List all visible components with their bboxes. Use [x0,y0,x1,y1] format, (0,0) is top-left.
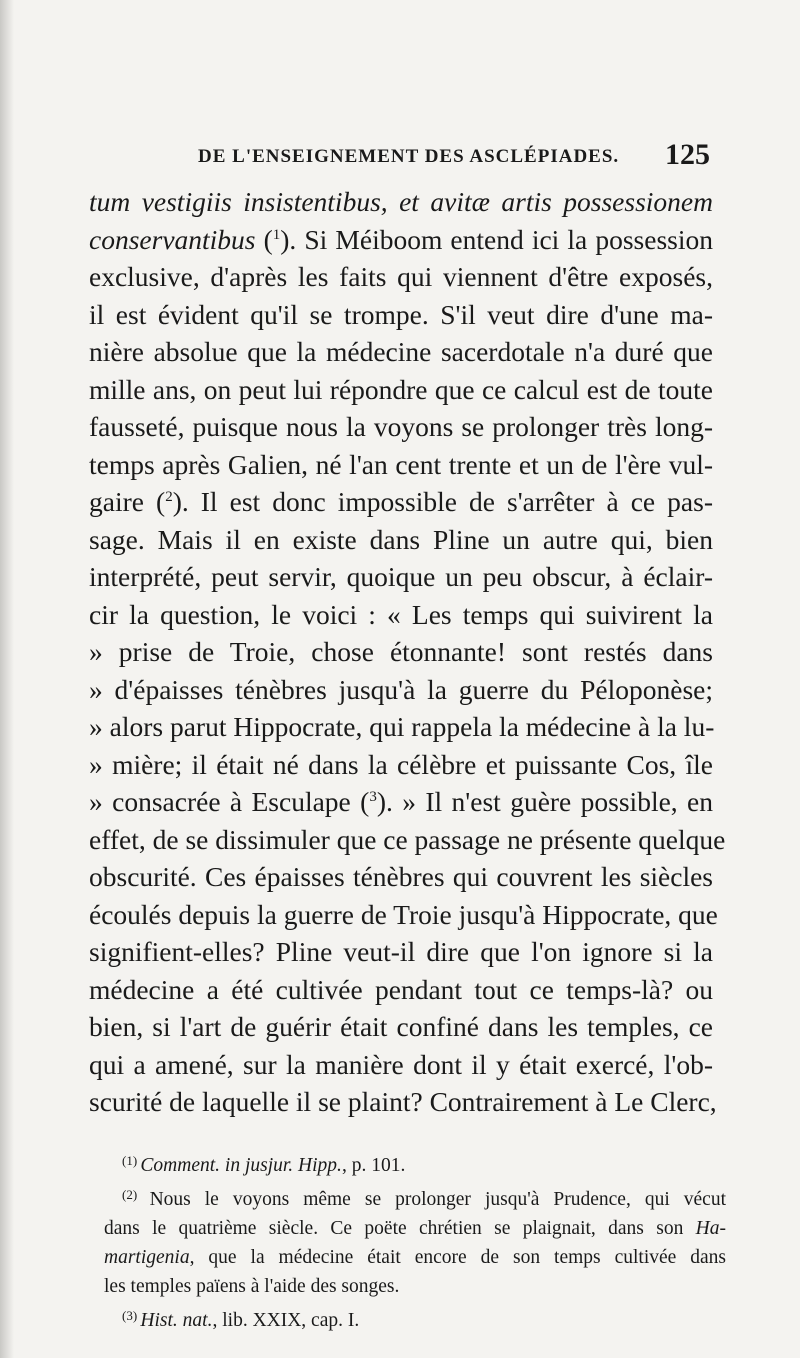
italic-text: conservantibus [89,223,256,255]
text-run: ). Il est donc impossible de s'arrêter à ce pas- [172,486,713,517]
text-run: temps après Galien, né l'an cent trente et un de l'ère vul- [89,448,713,480]
text-run: » alors parut Hippocrate, qui rappela la médecine à la lu- [89,711,715,742]
text-line [89,221,713,259]
text-run: » d'épaisses ténèbres jusqu'à la guerre du Péloponèse; [89,673,713,705]
text-run: » consacrée à Esculape ( [89,786,370,817]
footnote-ref: 3 [369,788,377,805]
footnote-line [104,1301,726,1335]
text-line [89,558,713,596]
text-line [89,971,713,1009]
text-line [89,333,713,371]
text-line [89,858,713,896]
text-run: les temples païens à l'aide des songes. [104,1276,400,1297]
text-line [89,258,713,296]
text-run: écoulés depuis la guerre de Troie jusqu'à Hippocrate, que [89,898,718,930]
text-line [89,933,713,971]
text-run: cir la question, le voici : « Les temps qui suivirent la [89,598,713,630]
text-line [89,1046,713,1084]
body-text [89,183,726,1121]
italic-text: tum vestigiis insistentibus, et avitæ artis possessionem [89,186,713,217]
footnote-number: (1) [122,1153,141,1168]
running-head-title: DE L'ENSEIGNEMENT DES ASCLÉPIADES. [198,146,620,167]
text-run: effet, de se dissimuler que ce passage ne présente quelque [89,823,726,855]
italic-text: Hist. nat. [140,1310,213,1331]
footnote-line [104,1243,726,1272]
italic-text: Comment. in jusjur. Hipp. [140,1155,342,1176]
text-run: sage. Mais il en existe dans Pline un autre qui, bien [89,523,713,555]
text-run: , p. 101. [341,1155,406,1176]
text-run: exclusive, d'après les faits qui viennent d'être exposés, [89,261,713,292]
text-run: ( [255,223,273,255]
text-line [89,783,713,821]
text-line [89,821,726,859]
footnote-line [104,1180,726,1214]
italic-text: martigenia [104,1247,190,1268]
text-run: scurité de laquelle il se plaint? Contrairement à Le Clerc, [89,1086,717,1117]
text-line [89,896,718,934]
text-line [89,1083,717,1121]
text-line [89,708,713,746]
running-header [198,138,710,178]
text-line [89,483,713,521]
text-run: , que la médecine était encore de son temps cultivée dans [189,1247,726,1268]
text-run: qui a amené, sur la manière dont il y était exercé, l'ob- [89,1048,713,1080]
text-line [89,746,713,784]
footnote-ref: 2 [165,488,173,505]
text-run: signifient-elles? Pline veut-il dire que l'on ignore si la [89,936,713,967]
text-line [89,596,713,634]
text-run: obscurité. Ces épaisses ténèbres qui couvrent les siècles [89,861,713,892]
footnote-ref: 1 [272,226,281,243]
text-line [89,183,713,221]
text-run: interprété, peut servir, quoique un peu obscur, à éclair- [89,561,713,592]
text-line [89,671,713,709]
text-run: » mière; il était né dans la célèbre et puissante Cos, île [89,748,713,780]
text-run: dans le quatrième siècle. Ce poëte chrétien se plaignait, dans son [104,1218,696,1239]
text-run: fausseté, puisque nous la voyons se prolonger très long- [89,411,713,442]
text-run: ). Si Méiboom entend ici la possession [280,223,713,255]
text-run: nière absolue que la médecine sacerdotale n'a duré que [89,336,713,367]
text-line [89,446,713,484]
text-run: Nous le voyons même se prolonger jusqu'à Prudence, qui vécut [149,1189,726,1210]
text-run: il est évident qu'il se trompe. S'il veut dire d'une ma- [89,298,713,330]
footnote-number: (2) [122,1187,150,1202]
footnote-line [104,1272,726,1301]
footnote-line [104,1146,726,1180]
text-line [89,371,713,409]
text-line [89,521,713,559]
text-line [89,408,713,446]
text-run: , lib. XXIX, cap. I. [212,1310,360,1331]
text-run: ). » Il n'est guère possible, en [376,786,714,817]
text-run: mille ans, on peut lui répondre que ce calcul est de toute [89,373,713,405]
text-run: médecine a été cultivée pendant tout ce temps-là? ou [89,973,713,1005]
page-number: 125 [665,138,710,171]
text-run: bien, si l'art de guérir était confiné dans les temples, ce [89,1011,713,1042]
page-edge-shadow [0,0,14,1358]
text-run: » prise de Troie, chose étonnante! sont restés dans [89,636,713,667]
footnote-number: (3) [122,1308,141,1323]
footnotes [104,1146,726,1335]
text-line [89,633,713,671]
italic-text: Ha- [695,1218,726,1239]
text-line [89,296,713,334]
text-line [89,1008,713,1046]
text-run: gaire ( [89,486,166,517]
footnote-line [104,1214,726,1243]
